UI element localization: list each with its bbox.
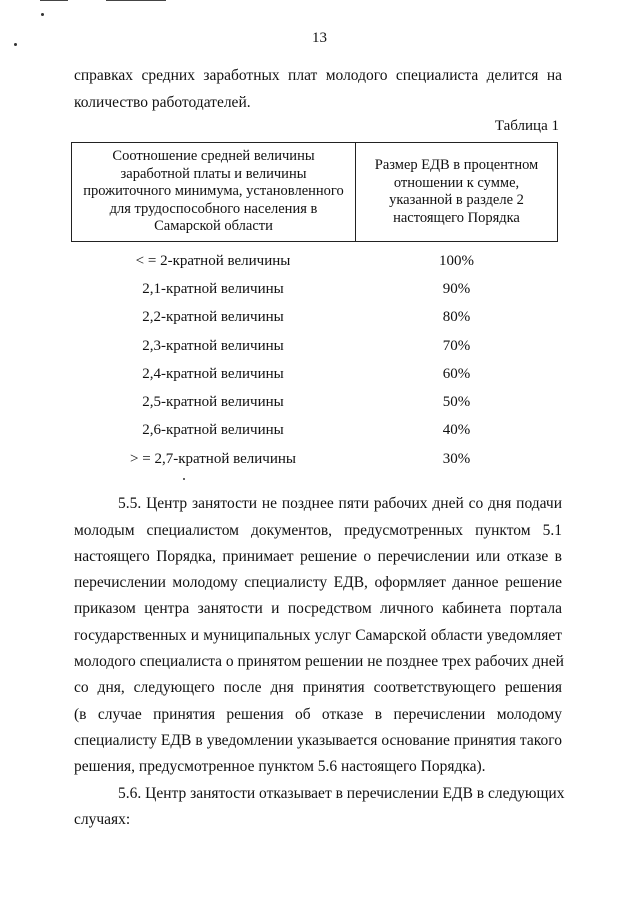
section-5-5-line: специалисту ЕДВ в уведомлении указывается основание принятия такого bbox=[74, 732, 562, 749]
ratio-cell: < = 2-кратной величины bbox=[135, 252, 291, 269]
section-5-6-line: случаях: bbox=[74, 811, 131, 828]
scan-artifact-dot bbox=[183, 478, 185, 480]
ratio-cell: 2,5-кратной величины bbox=[142, 394, 284, 411]
table-body bbox=[71, 247, 558, 473]
table-row bbox=[71, 332, 558, 360]
percent-cell: 70% bbox=[442, 337, 471, 354]
ratio-cell: > = 2,7-кратной величины bbox=[130, 450, 296, 467]
scan-artifact-line bbox=[106, 0, 166, 1]
header-percent: Размер ЕДВ в процентном отношении к сумме, указанной в разделе 2 настоящего Порядка bbox=[374, 157, 539, 226]
percent-cell: 90% bbox=[442, 280, 471, 297]
percent-cell: 40% bbox=[442, 422, 471, 439]
table-caption: Таблица 1 bbox=[494, 118, 559, 134]
intro-line: количество работодателей. bbox=[74, 94, 251, 111]
ratio-cell: 2,1-кратной величины bbox=[142, 280, 284, 297]
intro-line: справках средних заработных плат молодого специалиста делится на bbox=[74, 67, 562, 84]
table-row bbox=[71, 247, 558, 275]
section-5-5-line: молодым специалистом документов, предусмотренных пунктом 5.1 bbox=[74, 522, 562, 539]
table-row bbox=[71, 304, 558, 332]
section-5-5-line: настоящего Порядка, принимает решение о перечислении или отказе в bbox=[74, 548, 562, 565]
page-number: 13 bbox=[312, 30, 327, 46]
percent-cell: 50% bbox=[442, 394, 471, 411]
table-row bbox=[71, 360, 558, 388]
section-5-6-line: 5.6. Центр занятости отказывает в перечислении ЕДВ в следующих bbox=[118, 785, 565, 802]
scan-artifact-dot bbox=[41, 13, 44, 16]
percent-cell: 60% bbox=[442, 365, 471, 382]
section-5-5-line: государственных и муниципальных услуг Самарской области уведомляет bbox=[74, 627, 562, 644]
section-5-5-line: (в случае принятия решения об отказе в перечислении молодому bbox=[74, 706, 562, 723]
table-row bbox=[71, 275, 558, 303]
header-ratio: Соотношение средней величины заработной платы и величины прожиточного минимума, установленного для трудоспособного населения в Самарской области bbox=[72, 143, 356, 241]
section-5-5-line: решения, предусмотренное пунктом 5.6 настоящего Порядка). bbox=[74, 758, 486, 775]
table-row bbox=[71, 445, 558, 473]
table-header bbox=[71, 142, 558, 242]
table-row bbox=[71, 417, 558, 445]
ratio-cell: 2,4-кратной величины bbox=[142, 365, 284, 382]
table-row bbox=[71, 388, 558, 416]
percent-cell: 80% bbox=[442, 309, 471, 326]
ratio-cell: 2,3-кратной величины bbox=[142, 337, 284, 354]
scan-artifact-line bbox=[40, 0, 68, 1]
percent-cell: 100% bbox=[439, 252, 474, 269]
section-5-5-line: 5.5. Центр занятости не позднее пяти рабочих дней со дня подачи bbox=[118, 495, 562, 512]
ratio-cell: 2,2-кратной величины bbox=[142, 309, 284, 326]
section-5-5-line: молодого специалиста о принятом решении не позднее трех рабочих дней bbox=[74, 653, 564, 670]
section-5-5-line: приказом центра занятости и посредством личного кабинета портала bbox=[74, 600, 562, 617]
ratio-cell: 2,6-кратной величины bbox=[142, 422, 284, 439]
section-5-5-line: перечислении молодому специалисту ЕДВ, оформляет данное решение bbox=[74, 574, 562, 591]
percent-cell: 30% bbox=[442, 450, 471, 467]
section-5-5-line: со дня, следующего после дня принятия соответствующего решения bbox=[74, 679, 562, 696]
